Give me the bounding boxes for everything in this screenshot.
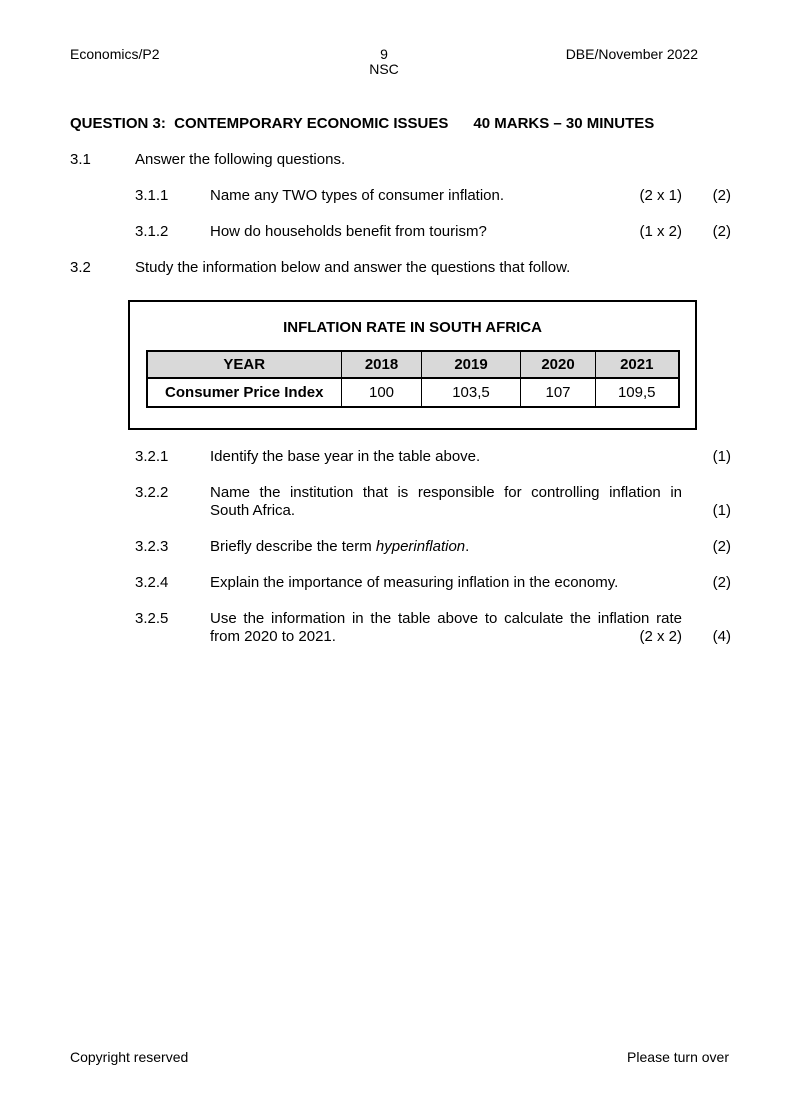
question-3-2-4 — [70, 574, 731, 592]
question-heading — [70, 115, 731, 133]
cpi-table-data-row — [147, 378, 679, 407]
question-3-1-2 — [70, 223, 731, 241]
question-text: Name any TWO types of consumer inflation. — [210, 187, 505, 204]
question-text-line-1: Use the information in the table above to calculate the inflation rate — [210, 610, 682, 627]
table-header-2019: 2019 — [422, 351, 521, 378]
question-3-2-5 — [70, 610, 731, 646]
mark-allocation: (4) — [712, 628, 731, 645]
table-header-year: YEAR — [147, 351, 342, 378]
question-3-1-1 — [70, 187, 731, 205]
question-text-cell — [210, 538, 682, 556]
question-heading-marks-time: 40 MARKS – 30 MINUTES — [473, 115, 655, 132]
cpi-table-header-row — [147, 351, 679, 378]
mark-allocation: (2) — [712, 538, 731, 555]
footer-turn-over: Please turn over — [627, 1049, 729, 1065]
header-nsc-label: NSC — [369, 61, 399, 77]
question-text-line-2-wrap — [210, 628, 682, 646]
table-row-label: Consumer Price Index — [147, 378, 342, 407]
table-header-2018: 2018 — [342, 351, 422, 378]
cpi-value-2020: 107 — [521, 378, 596, 407]
question-text: Identify the base year in the table above. — [210, 448, 481, 465]
question-3-2-1 — [70, 448, 731, 466]
question-3-2-2 — [70, 484, 731, 520]
question-number: 3.2.3 — [135, 538, 169, 555]
question-term-italic: hyperinflation — [375, 538, 466, 555]
question-number: 3.1 — [70, 151, 91, 168]
question-number: 3.2.4 — [135, 574, 169, 591]
cpi-value-2021: 109,5 — [596, 378, 679, 407]
question-number: 3.1.2 — [135, 223, 169, 240]
question-3-2-3 — [70, 538, 731, 556]
question-text-line-1: Name the institution that is responsible for controlling inflation in — [210, 484, 682, 501]
question-3-2 — [70, 259, 731, 277]
question-text-cell — [210, 484, 682, 520]
mark-allocation: (2) — [712, 574, 731, 591]
question-text-end: . — [465, 538, 470, 555]
mark-multiplier: (2 x 2) — [639, 628, 682, 645]
page-number: 9 — [380, 46, 388, 62]
question-text-cell — [210, 223, 682, 241]
header-subject: Economics/P2 — [70, 46, 160, 62]
header-exam-session: DBE/November 2022 — [565, 46, 698, 62]
inflation-info-box — [128, 300, 697, 430]
question-number: 3.2.5 — [135, 610, 169, 627]
question-heading-title: QUESTION 3: CONTEMPORARY ECONOMIC ISSUES — [70, 115, 449, 132]
mark-multiplier: (2 x 1) — [639, 187, 682, 204]
question-text-cell — [210, 610, 682, 646]
question-text: Answer the following questions. — [135, 151, 346, 168]
question-number: 3.1.1 — [135, 187, 169, 204]
question-text-line-2: South Africa. — [210, 502, 296, 519]
mark-allocation: (1) — [712, 448, 731, 465]
question-text-line-2: from 2020 to 2021. — [210, 628, 336, 645]
table-header-2021: 2021 — [596, 351, 679, 378]
mark-allocation: (2) — [712, 187, 731, 204]
cpi-value-2018: 100 — [342, 378, 422, 407]
question-3-1 — [70, 151, 731, 169]
mark-multiplier: (1 x 2) — [639, 223, 682, 240]
question-number: 3.2.1 — [135, 448, 169, 465]
question-text: Explain the importance of measuring inflation in the economy. — [210, 574, 619, 591]
footer-copyright: Copyright reserved — [70, 1049, 189, 1065]
question-number: 3.2 — [70, 259, 91, 276]
cpi-value-2019: 103,5 — [422, 378, 521, 407]
question-text: Study the information below and answer the questions that follow. — [135, 259, 571, 276]
table-header-2020: 2020 — [521, 351, 596, 378]
cpi-table — [146, 350, 680, 408]
question-text: Briefly describe the term — [210, 538, 376, 555]
mark-allocation: (1) — [712, 502, 731, 519]
question-number: 3.2.2 — [135, 484, 169, 501]
page-footer — [70, 1049, 729, 1065]
page-header — [70, 47, 698, 77]
question-text-cell — [210, 187, 682, 205]
question-text: How do households benefit from tourism? — [210, 223, 487, 240]
mark-allocation: (2) — [712, 223, 731, 240]
question-content — [70, 115, 731, 646]
header-center — [279, 47, 488, 77]
info-box-title: INFLATION RATE IN SOUTH AFRICA — [283, 319, 542, 336]
